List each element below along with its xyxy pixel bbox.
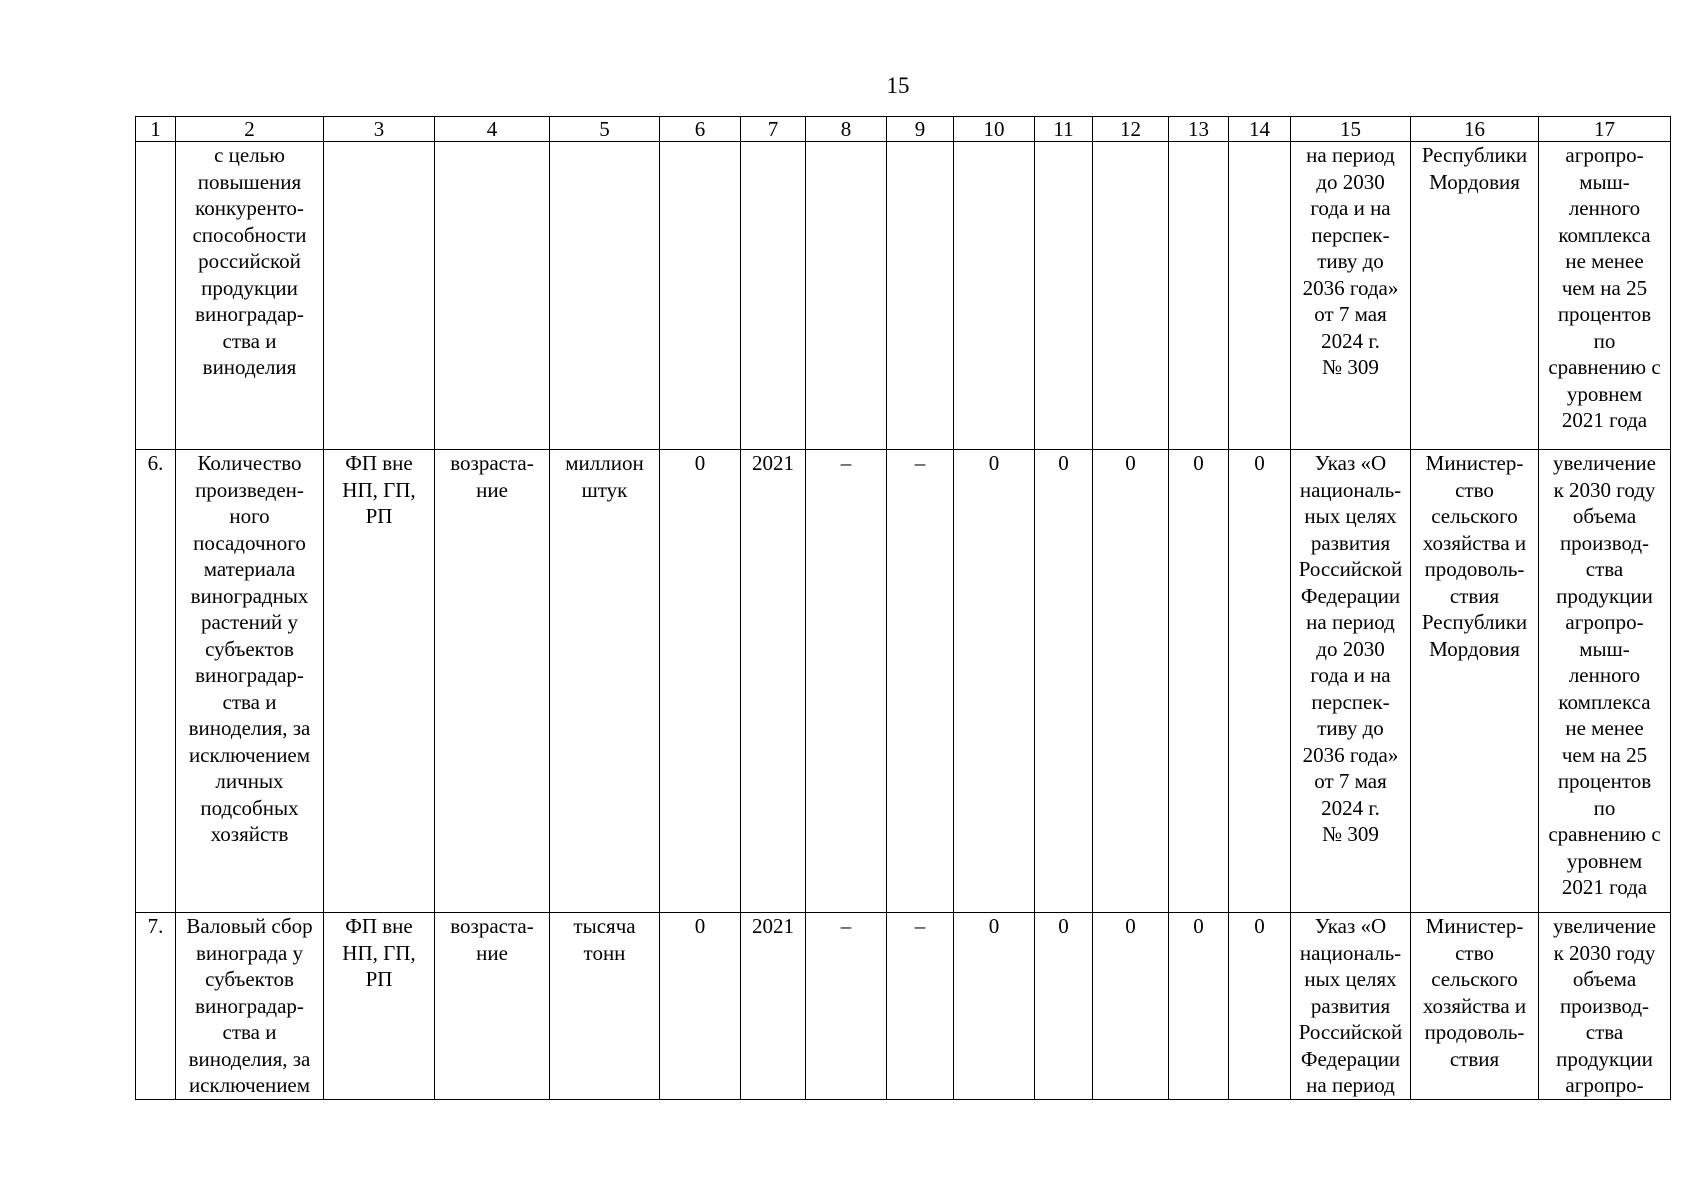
header-cell: 14	[1229, 117, 1291, 142]
table-cell: 0	[954, 450, 1035, 913]
table-cell: –	[806, 913, 887, 1100]
table-cell	[1229, 142, 1291, 450]
table-cell: Количество произведен- ного посадочного материала виноградных растений у субъектов виноградар- ства и виноделия, за исключением личных подсобных хозяйств	[176, 450, 324, 913]
table-cell	[660, 142, 741, 450]
table-cell	[1169, 142, 1229, 450]
table-cell	[1035, 142, 1093, 450]
header-cell: 10	[954, 117, 1035, 142]
table-cell: 0	[660, 450, 741, 913]
header-cell: 6	[660, 117, 741, 142]
table-cell: 0	[1093, 913, 1169, 1100]
table-cell	[741, 142, 806, 450]
table-cell: 0	[954, 913, 1035, 1100]
page-number: 15	[886, 73, 910, 98]
table-cell	[550, 142, 660, 450]
table-cell: 0	[1035, 913, 1093, 1100]
table-cell: 0	[1169, 450, 1229, 913]
header-cell: 1	[136, 117, 176, 142]
table-cell	[954, 142, 1035, 450]
table-cell	[1093, 142, 1169, 450]
row-number-cell: 6.	[136, 450, 176, 913]
header-cell: 16	[1411, 117, 1539, 142]
header-cell: 2	[176, 117, 324, 142]
table-cell	[887, 142, 954, 450]
table-cell: –	[887, 450, 954, 913]
table-cell: ФП вне НП, ГП, РП	[324, 450, 435, 913]
header-cell: 8	[806, 117, 887, 142]
table-cell: Валовый сбор винограда у субъектов виноградар- ства и виноделия, за исключением	[176, 913, 324, 1100]
header-cell: 15	[1291, 117, 1411, 142]
table-cell: Министер- ство сельского хозяйства и продоволь- ствия	[1411, 913, 1539, 1100]
table-cell	[806, 142, 887, 450]
table-cell: 0	[1035, 450, 1093, 913]
table-cell: тысяча тонн	[550, 913, 660, 1100]
table-cell: возраста- ние	[435, 913, 550, 1100]
table-cell: ФП вне НП, ГП, РП	[324, 913, 435, 1100]
indicators-table	[135, 116, 1671, 1100]
header-cell: 13	[1169, 117, 1229, 142]
table-row	[136, 450, 1671, 913]
table-cell: миллион штук	[550, 450, 660, 913]
header-cell: 12	[1093, 117, 1169, 142]
table-row	[136, 142, 1671, 450]
table-row	[136, 913, 1671, 1100]
table-cell: увеличение к 2030 году объема производ- ства продукции агропро- мыш- ленного комплекса не менее чем на 25 процентов по сравнению с уровнем 2021 года	[1539, 450, 1671, 913]
header-cell: 9	[887, 117, 954, 142]
row-number-cell	[136, 142, 176, 450]
table-cell: Министер- ство сельского хозяйства и продоволь- ствия Республики Мордовия	[1411, 450, 1539, 913]
table-cell: увеличение к 2030 году объема производ- ства продукции агропро-	[1539, 913, 1671, 1100]
table-cell: Указ «О националь- ных целях развития Российской Федерации на период до 2030 года и на перспек- тиву до 2036 года» от 7 мая 2024 г. № 309	[1291, 450, 1411, 913]
table-cell: 2021	[741, 450, 806, 913]
table-cell: Республики Мордовия	[1411, 142, 1539, 450]
table-cell: 0	[1169, 913, 1229, 1100]
table-cell: –	[806, 450, 887, 913]
header-cell: 3	[324, 117, 435, 142]
header-cell: 7	[741, 117, 806, 142]
table-cell	[324, 142, 435, 450]
table-cell: 0	[1229, 913, 1291, 1100]
table-cell	[435, 142, 550, 450]
table-cell: на период до 2030 года и на перспек- тиву до 2036 года» от 7 мая 2024 г. № 309	[1291, 142, 1411, 450]
row-number-cell: 7.	[136, 913, 176, 1100]
table-cell: 2021	[741, 913, 806, 1100]
header-row	[136, 117, 1671, 142]
table-cell: возраста- ние	[435, 450, 550, 913]
header-cell: 11	[1035, 117, 1093, 142]
table-cell: с целью повышения конкуренто- способности российской продукции виноградар- ства и виноделия	[176, 142, 324, 450]
table-cell: Указ «О националь- ных целях развития Российской Федерации на период	[1291, 913, 1411, 1100]
table-cell: –	[887, 913, 954, 1100]
header-cell: 17	[1539, 117, 1671, 142]
table-cell: 0	[660, 913, 741, 1100]
table-cell: 0	[1093, 450, 1169, 913]
table-cell: агропро- мыш- ленного комплекса не менее чем на 25 процентов по сравнению с уровнем 2021 года	[1539, 142, 1671, 450]
header-cell: 4	[435, 117, 550, 142]
header-cell: 5	[550, 117, 660, 142]
table-cell: 0	[1229, 450, 1291, 913]
